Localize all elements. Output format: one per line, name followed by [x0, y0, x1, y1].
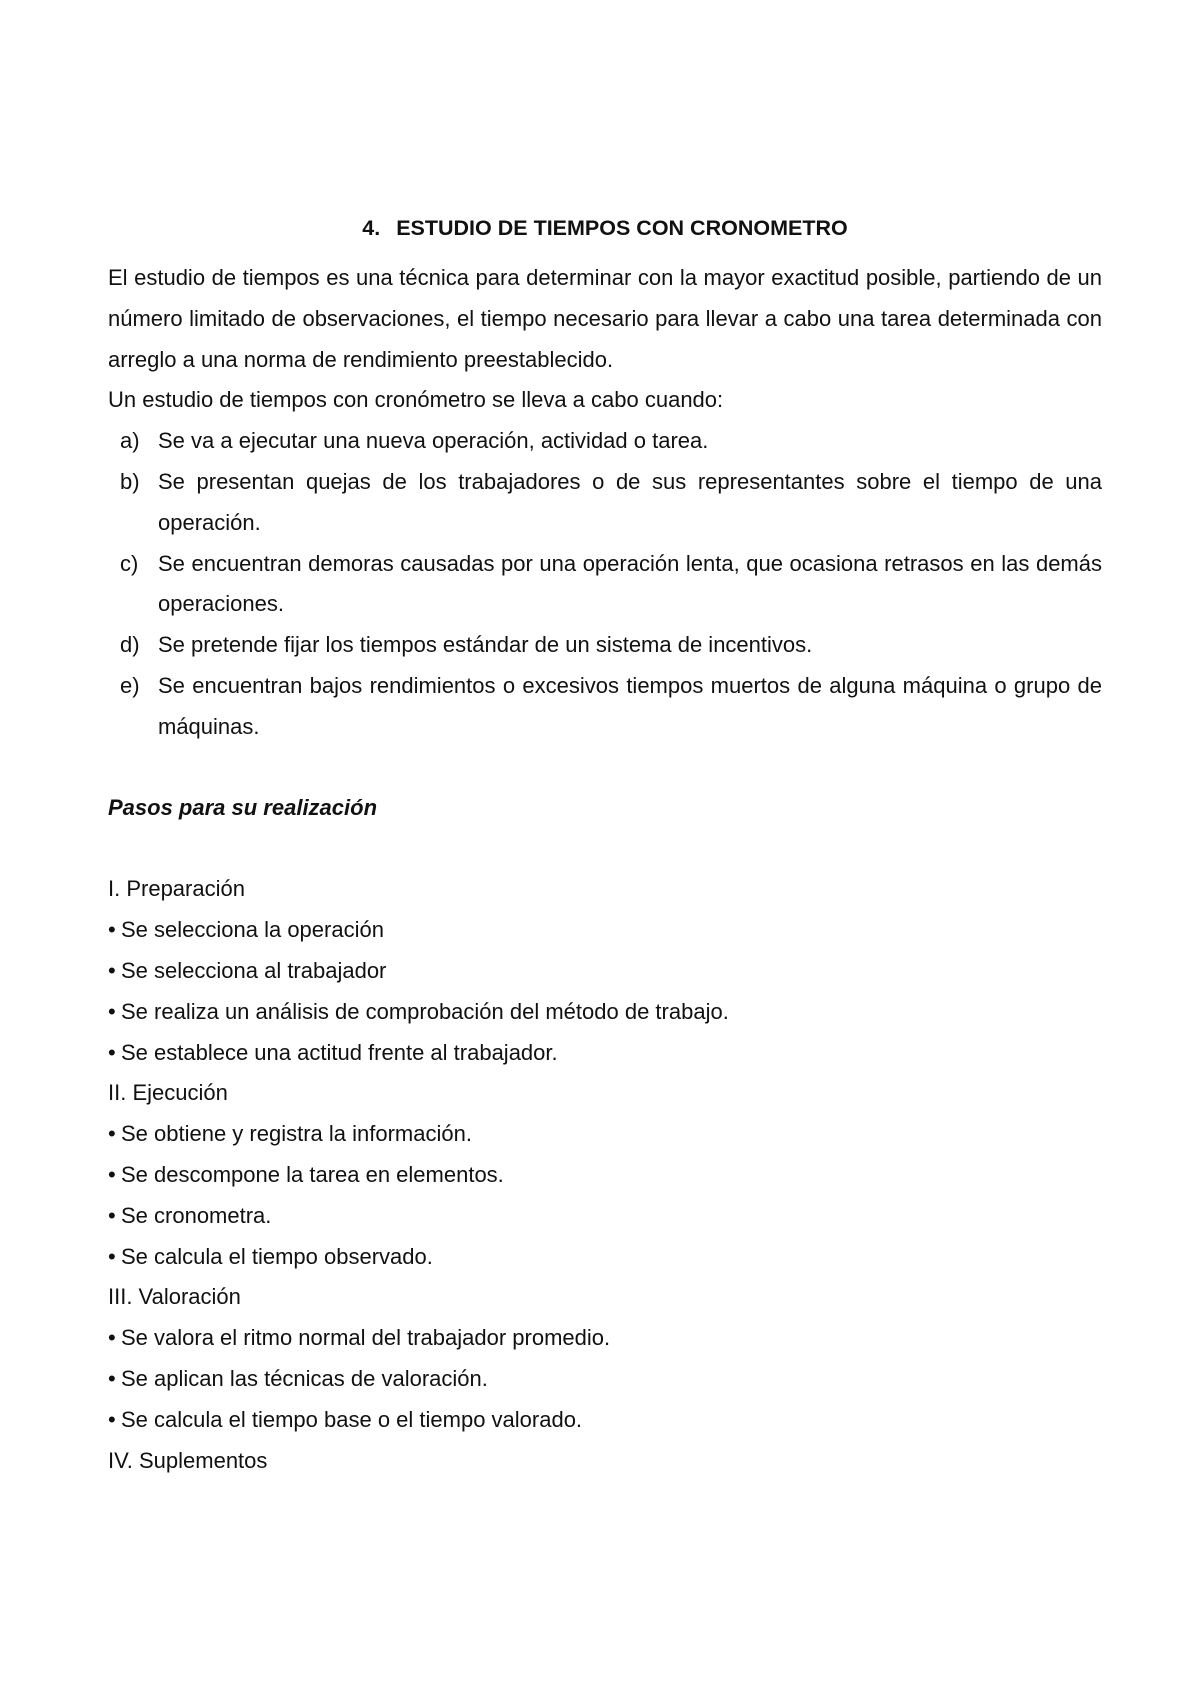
bullet-item	[108, 1400, 1102, 1441]
condition-text: Se encuentran demoras causadas por una operación lenta, que ocasiona retrasos en las demás operaciones.	[158, 550, 1102, 617]
condition-marker: a)	[120, 428, 140, 454]
bullet-item	[108, 1033, 1102, 1074]
steps-section-suplementos	[108, 1441, 1102, 1482]
bullet-item	[108, 1114, 1102, 1155]
steps-section-preparacion	[108, 869, 1102, 1073]
steps-section-valoracion	[108, 1277, 1102, 1440]
bullet-icon: •	[108, 917, 116, 943]
bullet-icon: •	[108, 1039, 116, 1065]
bullet-item	[108, 910, 1102, 951]
bullet-text: Se realiza un análisis de comprobación del método de trabajo.	[121, 998, 729, 1024]
condition-item	[108, 625, 1102, 666]
condition-item	[108, 421, 1102, 462]
bullet-icon: •	[108, 998, 116, 1024]
steps-section-title: III. Valoración	[108, 1284, 241, 1310]
intro-paragraph: El estudio de tiempos es una técnica para determinar con la mayor exactitud posible, partiendo de un número limitado de observaciones, el tiempo necesario para llevar a cabo una tarea determinada con arreglo a una norma de rendimiento preestablecido.	[108, 265, 1102, 372]
section-heading	[108, 208, 1102, 248]
document-page	[108, 208, 1102, 1481]
condition-marker: d)	[120, 632, 140, 658]
condition-text: Se presentan quejas de los trabajadores o de sus representantes sobre el tiempo de una operación.	[158, 468, 1102, 535]
bullet-item	[108, 1359, 1102, 1400]
steps-section-title: I. Preparación	[108, 876, 245, 902]
condition-marker: e)	[120, 672, 140, 698]
bullet-item	[108, 1196, 1102, 1237]
steps-section-ejecucion	[108, 1073, 1102, 1277]
bullet-text: Se descompone la tarea en elementos.	[121, 1161, 504, 1187]
steps-section-title: IV. Suplementos	[108, 1447, 268, 1473]
bullet-item	[108, 951, 1102, 992]
condition-item	[108, 666, 1102, 748]
bullet-icon: •	[108, 1161, 116, 1187]
condition-item	[108, 544, 1102, 626]
bullet-item	[108, 1155, 1102, 1196]
bullet-text: Se selecciona al trabajador	[121, 957, 387, 983]
bullet-text: Se valora el ritmo normal del trabajador promedio.	[121, 1325, 611, 1351]
bullet-text: Se cronometra.	[121, 1202, 272, 1228]
condition-item	[108, 462, 1102, 544]
steps-title: Pasos para su realización	[108, 794, 378, 820]
bullet-text: Se selecciona la operación	[121, 917, 384, 943]
bullet-icon: •	[108, 1406, 116, 1432]
section-number: 4.	[362, 216, 381, 240]
bullet-text: Se obtiene y registra la información.	[121, 1121, 472, 1147]
bullet-text: Se establece una actitud frente al trabajador.	[121, 1039, 558, 1065]
condition-text: Se pretende fijar los tiempos estándar de un sistema de incentivos.	[158, 632, 813, 658]
bullet-item	[108, 1318, 1102, 1359]
bullet-icon: •	[108, 1365, 116, 1391]
intro-lead: Un estudio de tiempos con cronómetro se lleva a cabo cuando:	[108, 387, 724, 413]
steps-section-title: II. Ejecución	[108, 1080, 228, 1106]
condition-text: Se encuentran bajos rendimientos o excesivos tiempos muertos de alguna máquina o grupo de máquinas.	[158, 672, 1102, 739]
bullet-text: Se calcula el tiempo observado.	[121, 1243, 433, 1269]
condition-marker: b)	[120, 468, 140, 494]
condition-text: Se va a ejecutar una nueva operación, actividad o tarea.	[158, 428, 709, 454]
condition-marker: c)	[120, 550, 139, 576]
bullet-text: Se calcula el tiempo base o el tiempo valorado.	[121, 1406, 583, 1432]
bullet-icon: •	[108, 1243, 116, 1269]
bullet-icon: •	[108, 1121, 116, 1147]
bullet-icon: •	[108, 1202, 116, 1228]
bullet-item	[108, 1237, 1102, 1278]
bullet-item	[108, 992, 1102, 1033]
section-title: ESTUDIO DE TIEMPOS CON CRONOMETRO	[396, 216, 848, 240]
bullet-text: Se aplican las técnicas de valoración.	[121, 1365, 488, 1391]
bullet-icon: •	[108, 1325, 116, 1351]
bullet-icon: •	[108, 957, 116, 983]
conditions-list	[108, 421, 1102, 747]
